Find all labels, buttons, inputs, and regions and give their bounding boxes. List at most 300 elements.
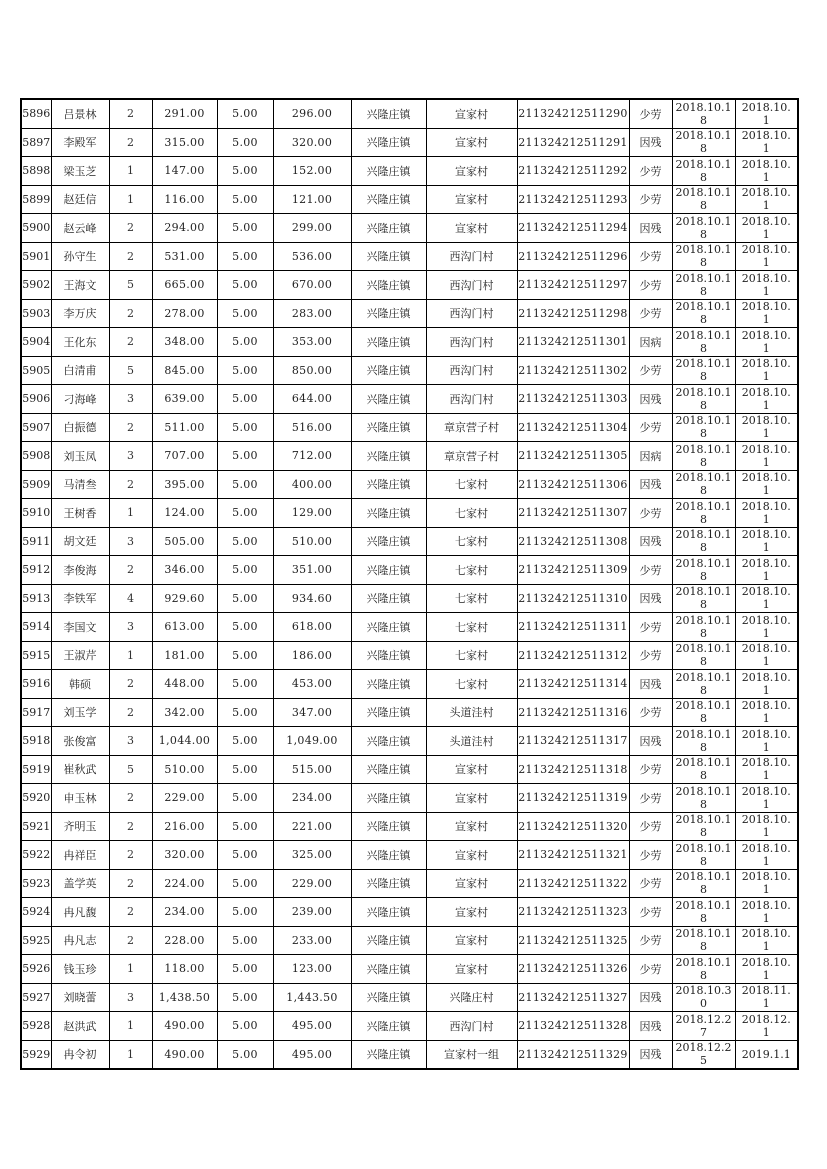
date-part: 8: [700, 455, 707, 469]
table-row: [21, 299, 798, 328]
total-cell: 495.00: [273, 1012, 351, 1041]
reason-cell: 少劳: [629, 556, 672, 585]
date-part: 2018.10.: [741, 385, 791, 399]
household-size-cell: 3: [109, 442, 152, 471]
total-cell: 453.00: [273, 670, 351, 699]
village-cell: 西沟门村: [426, 299, 517, 328]
id-code-cell: 211324212511326: [517, 955, 629, 984]
end-date-cell: [735, 499, 798, 528]
amount-cell: 147.00: [152, 157, 217, 186]
reason-cell: 少劳: [629, 698, 672, 727]
amount-cell: 490.00: [152, 1012, 217, 1041]
start-date-cell: [672, 1012, 735, 1041]
record-id-cell: 5918: [21, 727, 51, 756]
date-part: 2019.1.1: [741, 1047, 791, 1061]
date-part: 1: [762, 598, 770, 612]
date-part: 2018.10.: [741, 328, 791, 342]
town-cell: 兴隆庄镇: [351, 556, 426, 585]
supplement-cell: 5.00: [217, 698, 273, 727]
date-part: 2018.10.: [741, 727, 791, 741]
town-cell: 兴隆庄镇: [351, 356, 426, 385]
name-cell: 梁玉芝: [51, 157, 109, 186]
date-part: 1: [762, 170, 770, 184]
reason-cell: 少劳: [629, 271, 672, 300]
household-size-cell: 1: [109, 641, 152, 670]
name-cell: 刁海峰: [51, 385, 109, 414]
record-id-cell: 5908: [21, 442, 51, 471]
date-part: 2018.10.1: [675, 328, 732, 342]
name-cell: 马清叁: [51, 470, 109, 499]
supplement-cell: 5.00: [217, 1040, 273, 1069]
supplement-cell: 5.00: [217, 527, 273, 556]
record-id-cell: 5904: [21, 328, 51, 357]
date-part: 2018.10.: [741, 955, 791, 969]
date-part: 8: [700, 740, 707, 754]
household-size-cell: 2: [109, 841, 152, 870]
town-cell: 兴隆庄镇: [351, 214, 426, 243]
household-size-cell: 2: [109, 898, 152, 927]
village-cell: 七家村: [426, 641, 517, 670]
date-part: 5: [700, 1054, 707, 1068]
supplement-cell: 5.00: [217, 727, 273, 756]
amount-cell: 278.00: [152, 299, 217, 328]
end-date-cell: [735, 556, 798, 585]
date-part: 8: [700, 541, 707, 555]
supplement-cell: 5.00: [217, 784, 273, 813]
supplement-cell: 5.00: [217, 99, 273, 128]
record-id-cell: 5914: [21, 613, 51, 642]
table-row: [21, 128, 798, 157]
date-part: 2018.10.1: [675, 870, 732, 884]
date-part: 1: [762, 854, 770, 868]
household-size-cell: 2: [109, 242, 152, 271]
amount-cell: 216.00: [152, 812, 217, 841]
household-size-cell: 2: [109, 214, 152, 243]
end-date-cell: [735, 926, 798, 955]
date-part: 8: [700, 256, 707, 270]
date-part: 2018.10.: [741, 157, 791, 171]
end-date-cell: [735, 214, 798, 243]
table-row: [21, 157, 798, 186]
name-cell: 刘玉凤: [51, 442, 109, 471]
record-id-cell: 5915: [21, 641, 51, 670]
date-part: 2018.10.1: [675, 556, 732, 570]
reason-cell: 少劳: [629, 499, 672, 528]
date-part: 1: [762, 968, 770, 982]
table-row: [21, 784, 798, 813]
id-code-cell: 211324212511305: [517, 442, 629, 471]
end-date-cell: [735, 727, 798, 756]
id-code-cell: 211324212511328: [517, 1012, 629, 1041]
date-part: 2018.12.2: [675, 1041, 732, 1055]
village-cell: 章京营子村: [426, 413, 517, 442]
amount-cell: 395.00: [152, 470, 217, 499]
date-part: 8: [700, 769, 707, 783]
end-date-cell: [735, 898, 798, 927]
id-code-cell: 211324212511329: [517, 1040, 629, 1069]
reason-cell: 少劳: [629, 413, 672, 442]
amount-cell: 531.00: [152, 242, 217, 271]
supplement-cell: 5.00: [217, 328, 273, 357]
start-date-cell: [672, 898, 735, 927]
village-cell: 七家村: [426, 670, 517, 699]
record-id-cell: 5910: [21, 499, 51, 528]
reason-cell: 因残: [629, 670, 672, 699]
town-cell: 兴隆庄镇: [351, 442, 426, 471]
id-code-cell: 211324212511294: [517, 214, 629, 243]
date-part: 2018.10.: [741, 841, 791, 855]
town-cell: 兴隆庄镇: [351, 499, 426, 528]
supplement-cell: 5.00: [217, 926, 273, 955]
start-date-cell: [672, 812, 735, 841]
date-part: 8: [700, 113, 707, 127]
household-size-cell: 2: [109, 698, 152, 727]
town-cell: 兴隆庄镇: [351, 727, 426, 756]
table-row: [21, 841, 798, 870]
supplement-cell: 5.00: [217, 356, 273, 385]
id-code-cell: 211324212511323: [517, 898, 629, 927]
date-part: 2018.10.1: [675, 727, 732, 741]
amount-cell: 1,438.50: [152, 983, 217, 1012]
date-part: 2018.10.1: [675, 129, 732, 143]
household-size-cell: 2: [109, 556, 152, 585]
town-cell: 兴隆庄镇: [351, 670, 426, 699]
date-part: 2018.10.1: [675, 841, 732, 855]
amount-cell: 124.00: [152, 499, 217, 528]
table-row: [21, 670, 798, 699]
total-cell: 1,443.50: [273, 983, 351, 1012]
table-row: [21, 755, 798, 784]
village-cell: 七家村: [426, 470, 517, 499]
reason-cell: 因残: [629, 983, 672, 1012]
household-size-cell: 2: [109, 926, 152, 955]
date-part: 1: [762, 284, 770, 298]
reason-cell: 少劳: [629, 898, 672, 927]
date-part: 1: [762, 541, 770, 555]
reason-cell: 因残: [629, 128, 672, 157]
date-part: 2018.10.: [741, 100, 791, 114]
start-date-cell: [672, 328, 735, 357]
supplement-cell: 5.00: [217, 556, 273, 585]
start-date-cell: [672, 214, 735, 243]
supplement-cell: 5.00: [217, 157, 273, 186]
date-part: 8: [700, 427, 707, 441]
total-cell: 229.00: [273, 869, 351, 898]
total-cell: 850.00: [273, 356, 351, 385]
total-cell: 644.00: [273, 385, 351, 414]
record-id-cell: 5922: [21, 841, 51, 870]
record-id-cell: 5929: [21, 1040, 51, 1069]
total-cell: 670.00: [273, 271, 351, 300]
name-cell: 李万庆: [51, 299, 109, 328]
name-cell: 申玉林: [51, 784, 109, 813]
reason-cell: 少劳: [629, 299, 672, 328]
amount-cell: 505.00: [152, 527, 217, 556]
date-part: 2018.10.1: [675, 499, 732, 513]
village-cell: 西沟门村: [426, 356, 517, 385]
record-id-cell: 5898: [21, 157, 51, 186]
total-cell: 221.00: [273, 812, 351, 841]
name-cell: 赵云峰: [51, 214, 109, 243]
amount-cell: 315.00: [152, 128, 217, 157]
date-part: 1: [762, 626, 770, 640]
date-part: 2018.10.1: [675, 300, 732, 314]
date-part: 1: [762, 911, 770, 925]
total-cell: 234.00: [273, 784, 351, 813]
date-part: 8: [700, 569, 707, 583]
id-code-cell: 211324212511327: [517, 983, 629, 1012]
date-part: 2018.10.: [741, 243, 791, 257]
amount-cell: 639.00: [152, 385, 217, 414]
end-date-cell: [735, 1040, 798, 1069]
table-row: [21, 727, 798, 756]
amount-cell: 448.00: [152, 670, 217, 699]
record-id-cell: 5906: [21, 385, 51, 414]
total-cell: 121.00: [273, 185, 351, 214]
record-id-cell: 5921: [21, 812, 51, 841]
date-part: 2018.10.: [741, 756, 791, 770]
table-row: [21, 499, 798, 528]
town-cell: 兴隆庄镇: [351, 641, 426, 670]
household-size-cell: 2: [109, 299, 152, 328]
date-part: 2018.10.: [741, 300, 791, 314]
id-code-cell: 211324212511291: [517, 128, 629, 157]
name-cell: 张俊富: [51, 727, 109, 756]
id-code-cell: 211324212511321: [517, 841, 629, 870]
id-code-cell: 211324212511312: [517, 641, 629, 670]
reason-cell: 因残: [629, 470, 672, 499]
table-row: [21, 812, 798, 841]
end-date-cell: [735, 299, 798, 328]
name-cell: 钱玉珍: [51, 955, 109, 984]
date-part: 2018.10.1: [675, 927, 732, 941]
record-id-cell: 5927: [21, 983, 51, 1012]
id-code-cell: 211324212511304: [517, 413, 629, 442]
date-part: 2018.10.: [741, 499, 791, 513]
amount-cell: 929.60: [152, 584, 217, 613]
village-cell: 七家村: [426, 613, 517, 642]
record-id-cell: 5899: [21, 185, 51, 214]
date-part: 2018.10.1: [675, 613, 732, 627]
start-date-cell: [672, 727, 735, 756]
reason-cell: 因残: [629, 385, 672, 414]
date-part: 8: [700, 598, 707, 612]
date-part: 8: [700, 284, 707, 298]
start-date-cell: [672, 185, 735, 214]
date-part: 2018.10.: [741, 556, 791, 570]
name-cell: 胡文廷: [51, 527, 109, 556]
start-date-cell: [672, 641, 735, 670]
record-id-cell: 5919: [21, 755, 51, 784]
supplement-cell: 5.00: [217, 499, 273, 528]
household-size-cell: 5: [109, 271, 152, 300]
town-cell: 兴隆庄镇: [351, 926, 426, 955]
date-part: 7: [700, 1025, 707, 1039]
date-part: 8: [700, 512, 707, 526]
id-code-cell: 211324212511319: [517, 784, 629, 813]
reason-cell: 少劳: [629, 869, 672, 898]
date-part: 2018.10.1: [675, 271, 732, 285]
name-cell: 盖学英: [51, 869, 109, 898]
date-part: 2018.10.1: [675, 414, 732, 428]
record-id-cell: 5911: [21, 527, 51, 556]
record-id-cell: 5907: [21, 413, 51, 442]
date-part: 1: [762, 883, 770, 897]
id-code-cell: 211324212511301: [517, 328, 629, 357]
village-cell: 西沟门村: [426, 242, 517, 271]
date-part: 2018.10.: [741, 214, 791, 228]
reason-cell: 少劳: [629, 613, 672, 642]
village-cell: 宣家村: [426, 99, 517, 128]
supplement-cell: 5.00: [217, 271, 273, 300]
name-cell: 冉祥臣: [51, 841, 109, 870]
town-cell: 兴隆庄镇: [351, 99, 426, 128]
name-cell: 刘玉学: [51, 698, 109, 727]
start-date-cell: [672, 841, 735, 870]
date-part: 1: [762, 142, 770, 156]
supplement-cell: 5.00: [217, 442, 273, 471]
date-part: 1: [762, 826, 770, 840]
date-part: 1: [762, 797, 770, 811]
end-date-cell: [735, 670, 798, 699]
reason-cell: 少劳: [629, 926, 672, 955]
record-id-cell: 5923: [21, 869, 51, 898]
name-cell: 李俊海: [51, 556, 109, 585]
start-date-cell: [672, 926, 735, 955]
household-size-cell: 2: [109, 470, 152, 499]
town-cell: 兴隆庄镇: [351, 784, 426, 813]
village-cell: 七家村: [426, 584, 517, 613]
town-cell: 兴隆庄镇: [351, 328, 426, 357]
date-part: 1: [762, 569, 770, 583]
town-cell: 兴隆庄镇: [351, 157, 426, 186]
reason-cell: 因残: [629, 727, 672, 756]
date-part: 2018.10.1: [675, 186, 732, 200]
town-cell: 兴隆庄镇: [351, 470, 426, 499]
town-cell: 兴隆庄镇: [351, 698, 426, 727]
supplement-cell: 5.00: [217, 812, 273, 841]
total-cell: 400.00: [273, 470, 351, 499]
household-size-cell: 5: [109, 356, 152, 385]
record-id-cell: 5926: [21, 955, 51, 984]
date-part: 2018.10.: [741, 585, 791, 599]
village-cell: 宣家村: [426, 185, 517, 214]
amount-cell: 294.00: [152, 214, 217, 243]
town-cell: 兴隆庄镇: [351, 755, 426, 784]
town-cell: 兴隆庄镇: [351, 299, 426, 328]
name-cell: 刘晓蕾: [51, 983, 109, 1012]
reason-cell: 少劳: [629, 99, 672, 128]
record-id-cell: 5901: [21, 242, 51, 271]
village-cell: 宣家村: [426, 926, 517, 955]
date-part: 2018.10.1: [675, 955, 732, 969]
village-cell: 西沟门村: [426, 385, 517, 414]
date-part: 2018.12.2: [675, 1012, 732, 1026]
town-cell: 兴隆庄镇: [351, 413, 426, 442]
supplement-cell: 5.00: [217, 242, 273, 271]
table-row: [21, 955, 798, 984]
household-size-cell: 1: [109, 1012, 152, 1041]
table-row: [21, 556, 798, 585]
date-part: 1: [762, 712, 770, 726]
date-part: 8: [700, 940, 707, 954]
reason-cell: 因残: [629, 584, 672, 613]
village-cell: 宣家村: [426, 869, 517, 898]
date-part: 2018.10.1: [675, 442, 732, 456]
total-cell: 510.00: [273, 527, 351, 556]
amount-cell: 118.00: [152, 955, 217, 984]
village-cell: 西沟门村: [426, 271, 517, 300]
date-part: 2018.10.: [741, 186, 791, 200]
town-cell: 兴隆庄镇: [351, 955, 426, 984]
end-date-cell: [735, 356, 798, 385]
start-date-cell: [672, 299, 735, 328]
village-cell: 七家村: [426, 527, 517, 556]
table-row: [21, 413, 798, 442]
start-date-cell: [672, 242, 735, 271]
name-cell: 齐明玉: [51, 812, 109, 841]
record-id-cell: 5905: [21, 356, 51, 385]
date-part: 1: [762, 227, 770, 241]
record-id-cell: 5924: [21, 898, 51, 927]
household-size-cell: 3: [109, 385, 152, 414]
record-id-cell: 5917: [21, 698, 51, 727]
total-cell: 495.00: [273, 1040, 351, 1069]
id-code-cell: 211324212511311: [517, 613, 629, 642]
name-cell: 王化东: [51, 328, 109, 357]
start-date-cell: [672, 413, 735, 442]
end-date-cell: [735, 442, 798, 471]
supplement-cell: 5.00: [217, 613, 273, 642]
end-date-cell: [735, 271, 798, 300]
date-part: 2018.10.: [741, 813, 791, 827]
date-part: 8: [700, 170, 707, 184]
date-part: 1: [762, 769, 770, 783]
name-cell: 崔秋武: [51, 755, 109, 784]
supplement-cell: 5.00: [217, 214, 273, 243]
household-size-cell: 2: [109, 784, 152, 813]
start-date-cell: [672, 584, 735, 613]
reason-cell: 少劳: [629, 641, 672, 670]
village-cell: 章京营子村: [426, 442, 517, 471]
id-code-cell: 211324212511306: [517, 470, 629, 499]
total-cell: 516.00: [273, 413, 351, 442]
record-id-cell: 5909: [21, 470, 51, 499]
total-cell: 353.00: [273, 328, 351, 357]
end-date-cell: [735, 613, 798, 642]
date-part: 1: [762, 1025, 770, 1039]
reason-cell: 少劳: [629, 157, 672, 186]
table-row: [21, 983, 798, 1012]
total-cell: 536.00: [273, 242, 351, 271]
name-cell: 赵洪武: [51, 1012, 109, 1041]
end-date-cell: [735, 812, 798, 841]
date-part: 1: [762, 313, 770, 327]
amount-cell: 320.00: [152, 841, 217, 870]
date-part: 8: [700, 626, 707, 640]
reason-cell: 因残: [629, 527, 672, 556]
table-body: [21, 99, 798, 1069]
start-date-cell: [672, 983, 735, 1012]
village-cell: 宣家村: [426, 157, 517, 186]
date-part: 2018.10.: [741, 129, 791, 143]
start-date-cell: [672, 99, 735, 128]
household-size-cell: 1: [109, 1040, 152, 1069]
end-date-cell: [735, 784, 798, 813]
id-code-cell: 211324212511292: [517, 157, 629, 186]
date-part: 2018.10.1: [675, 214, 732, 228]
reason-cell: 少劳: [629, 841, 672, 870]
